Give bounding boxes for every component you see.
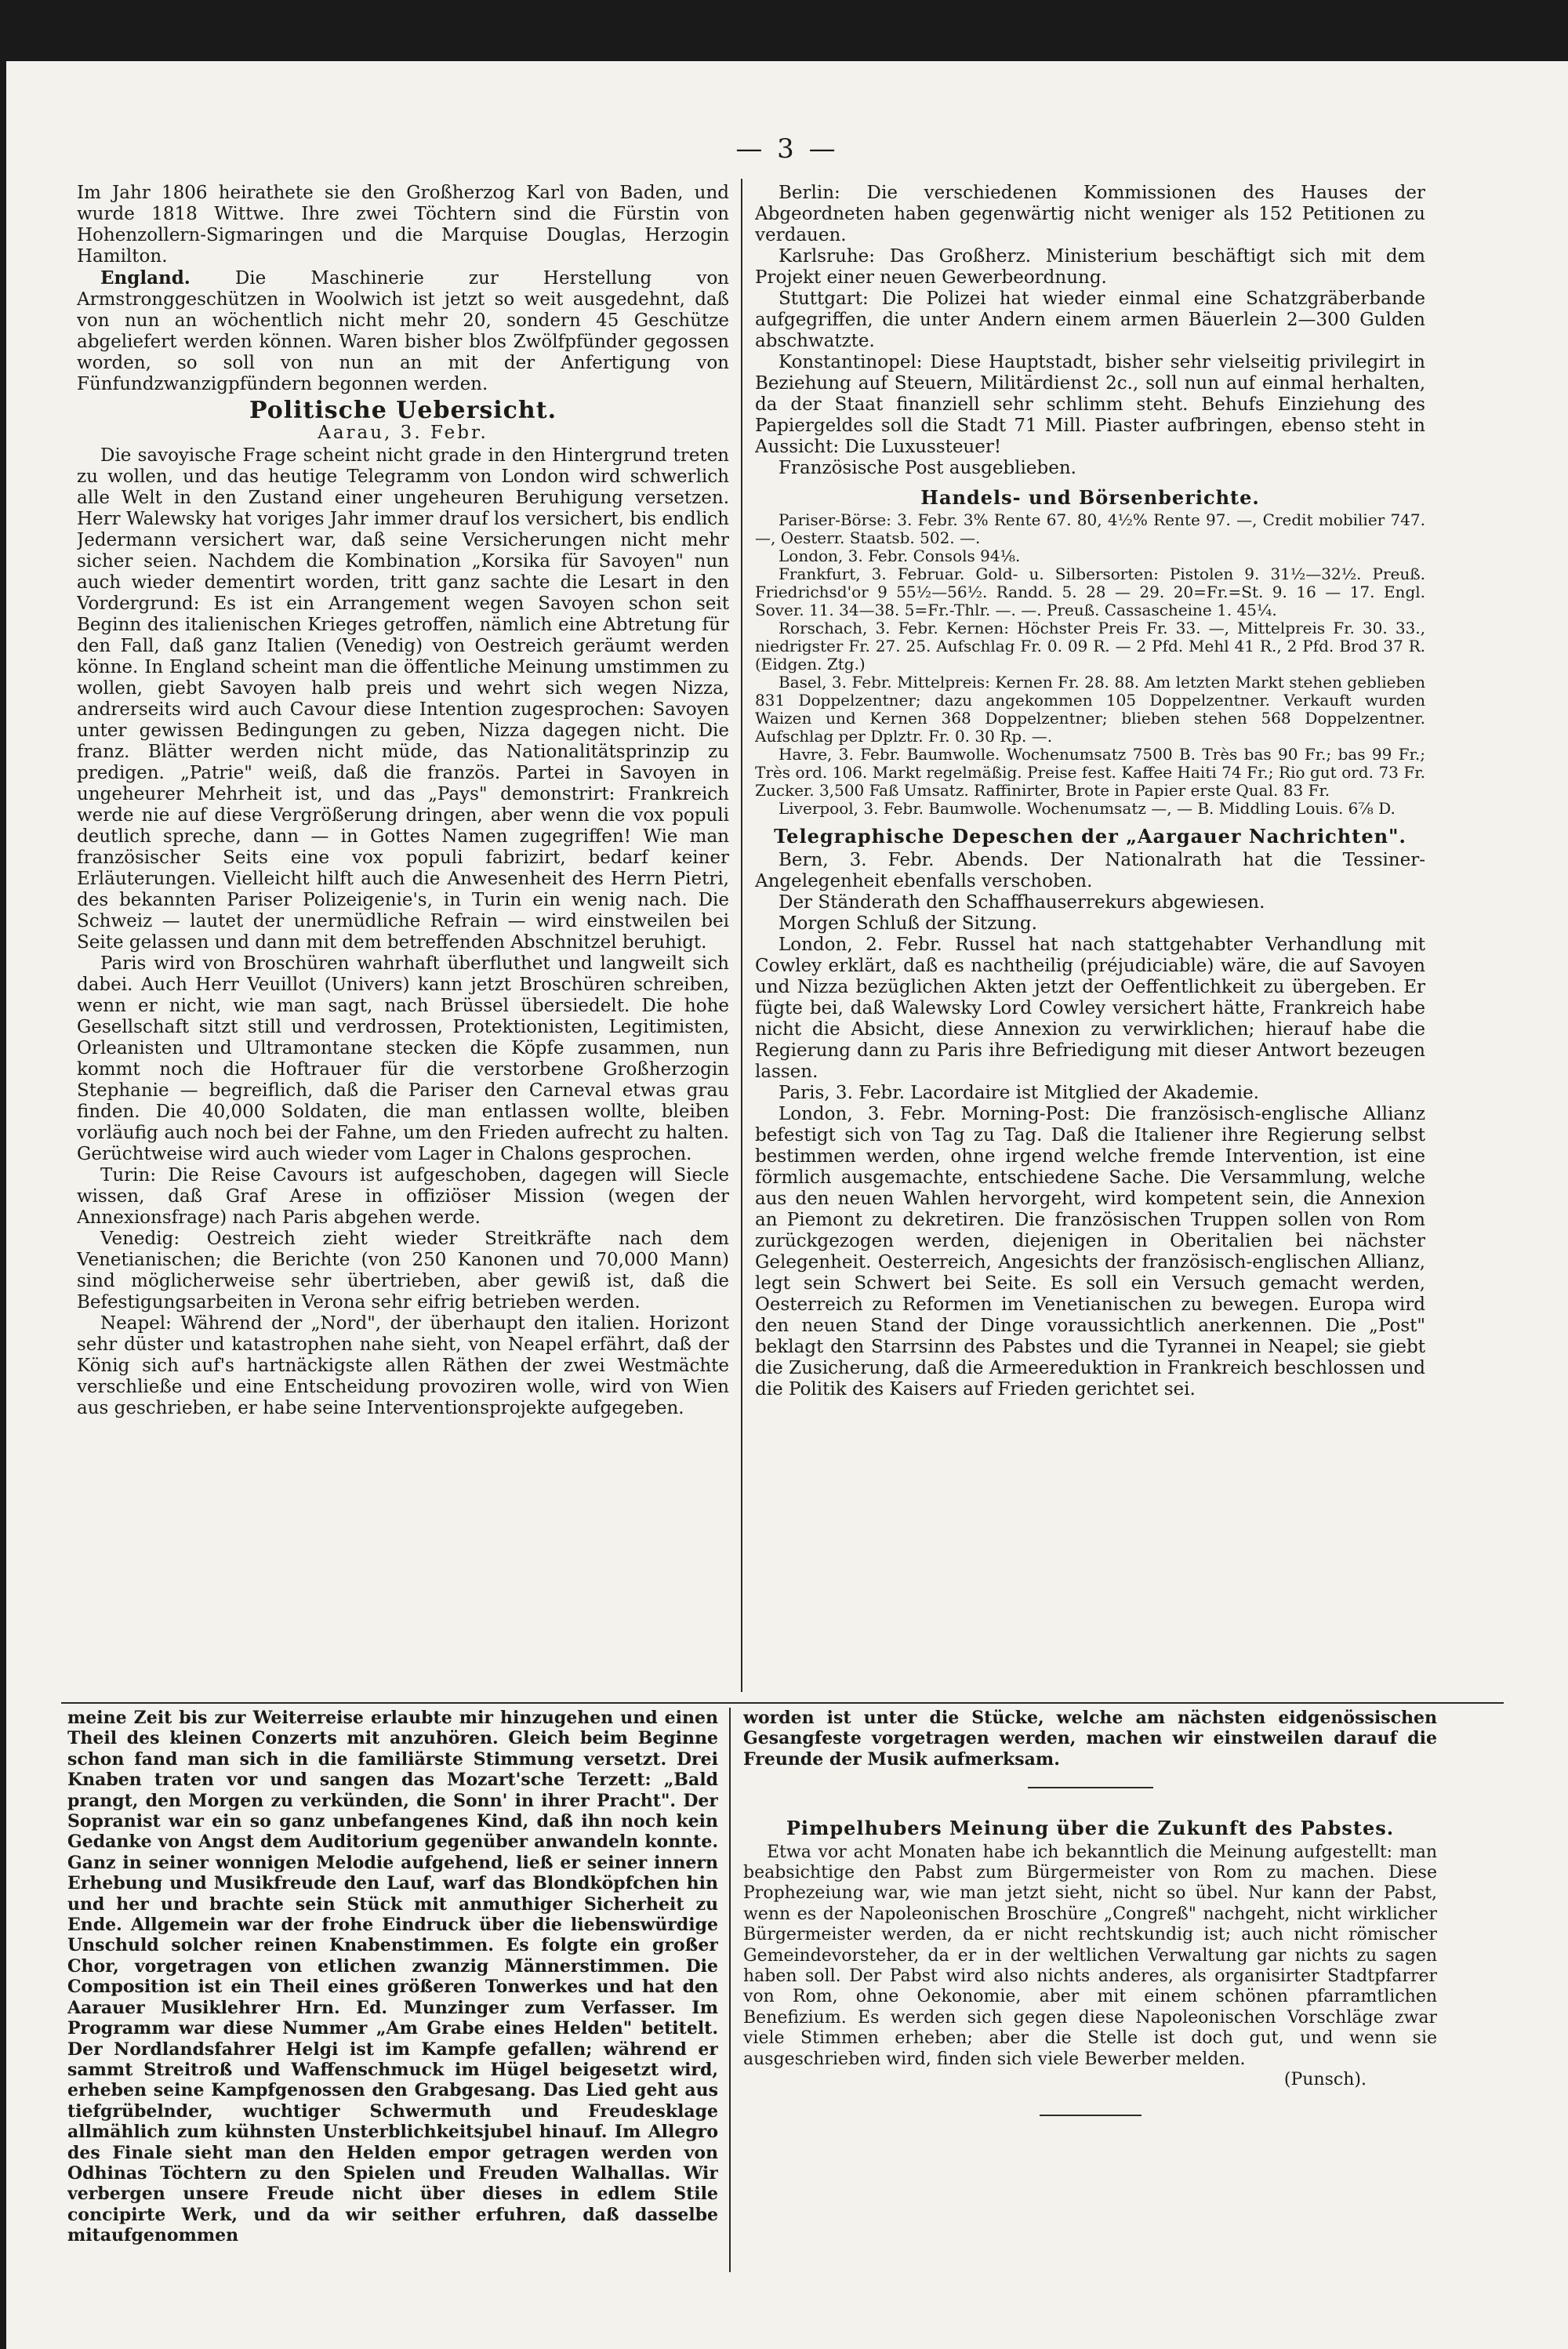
market-report: Rorschach, 3. Febr. Kernen: Höchster Preis Fr. 33. —, Mittelpreis Fr. 30. 33., niedrigster Fr. 27. 25. Aufschlag Fr. 0. 09 R. — 2 Pfd. Mehl 41 R., 2 Pfd. Brod 37 R. (Eidgen. Ztg.)	[755, 619, 1425, 673]
market-report: Liverpool, 3. Febr. Baumwolle. Wochenumsatz —, — B. Middling Louis. 6⅞ D.	[779, 799, 1396, 818]
market-report: Havre, 3. Febr. Baumwolle. Wochenumsatz 7500 B. Très bas 90 Fr.; bas 99 Fr.; Très ord. 106. Markt regelmäßig. Preise fest. Kaffee Haiti 74 Fr.; Rio gut ord. 73 Fr. Zucker. 3,500 Faß Umsatz. Raffinirter, Brote in Papier erste Qual. 83 Fr.	[755, 745, 1425, 800]
article-paragraph: Die savoyische Frage scheint nicht grade in den Hintergrund treten zu wollen, und das heutige Telegramm von London wird schwerlich alle Welt in den Zustand einer ungeheuren Beruhigung versetzen. Herr Walewsky hat voriges Jahr immer drauf los versichert, bis endlich Jedermann versichert war, daß seine Versicherungen nicht mehr sicher seien. Nachdem die Kombination „Korsika für Savoyen" nun auch wieder dementirt worden, tritt ganz sachte die Lesart in den Vordergrund: Es ist ein Arrangement wegen Savoyen schon seit Beginn des italienischen Krieges getroffen, nämlich eine Abtretung für den Fall, daß ganz Italien (Venedig) von Oestreich geräumt werden könne. In England scheint man die öffentliche Meinung umstimmen zu wollen, giebt Savoyen halb preis und wehrt sich wegen Nizza, andrerseits wird auch Cavour diese Intention zugesprochen: Savoyen unter gewissen Bedingungen zu geben, Nizza dagegen nicht. Die franz. Blätter werden nicht müde, das Nationalitätsprinzip zu predigen. „Patrie" weiß, daß die französ. Partei in Savoyen in ungeheurer Mehrheit ist, und das „Pays" demonstrirt: Frankreich werde nie auf diese Vergrößerung dringen, aber wenn die vox populi deutlich spreche, dann — in Gottes Namen zugegriffen! Wie man französischer Seits eine vox populi fabrizirt, bedarf keiner Erläuterungen. Vielleicht hilft auch die Anwesenheit des Herrn Pietri, des bekannten Pariser Polizeigenie's, in Turin ein wenig nach. Die Schweiz — lautet der unermüdliche Refrain — wird einstweilen bei Seite gelassen und dann mit dem betreffenden Abschnitzel beruhigt.	[77, 445, 729, 953]
news-item: Berlin: Die verschiedenen Kommissionen des Hauses der Abgeordneten haben gegenwärtig nicht weniger als 152 Petitionen zu verdauen.	[755, 183, 1425, 245]
news-item: Karlsruhe: Das Großherz. Ministerium beschäftigt sich mit dem Projekt einer neuen Gewerbeordnung.	[755, 246, 1425, 288]
telegram-item: Paris, 3. Febr. Lacordaire ist Mitglied der Akademie.	[779, 1083, 1259, 1103]
article-paragraph: Turin: Die Reise Cavours ist aufgeschoben, dagegen will Siecle wissen, daß Graf Arese in offiziöser Mission (wegen der Annexionsfrage) nach Paris abgehen werde.	[77, 1165, 729, 1228]
news-item: Französische Post ausgeblieben.	[779, 458, 1076, 478]
section-heading-telegrams: Telegraphische Depeschen der „Aargauer Nachrichten".	[774, 825, 1406, 848]
england-paragraph	[77, 267, 729, 395]
article-heading-pimpelhuber: Pimpelhubers Meinung über die Zukunft des Pabstes.	[786, 1817, 1395, 1840]
article-paragraph: Venedig: Oestreich zieht wieder Streitkräfte nach dem Venetianischen; die Berichte (von 250 Kanonen und 70,000 Mann) sind möglicherweise sehr übertrieben, aber gewiß ist, daß die Befestigungsarbeiten in Verona sehr eifrig betrieben werden.	[77, 1229, 729, 1312]
section-heading-political: Politische Uebersicht.	[249, 397, 557, 424]
article-paragraph: Im Jahr 1806 heirathete sie den Großherzog Karl von Baden, und wurde 1818 Wittwe. Ihre zwei Töchtern sind die Fürstin von Hohenzollern-Sigmaringen und die Marquise Douglas, Herzogin Hamilton.	[77, 183, 729, 267]
dateline: Aarau, 3. Febr.	[318, 423, 488, 443]
section-divider	[61, 1702, 1504, 1704]
news-item: Stuttgart: Die Polizei hat wieder einmal eine Schatzgräberbande aufgegriffen, die unter Andern einem armen Bäuerlein 2—300 Gulden abschwatzte.	[755, 289, 1425, 351]
telegram-item: London, 2. Febr. Russel hat nach stattgehabter Verhandlung mit Cowley erklärt, daß es nachtheilig (préjudiciable) wäre, die auf Savoyen und Nizza bezüglichen Akten jetzt der Oeffentlichkeit zu übergeben. Er fügte bei, daß Walewsky Lord Cowley versichert hätte, Frankreich habe nicht die Absicht, diese Annexion zu verwirklichen; hierauf habe die Regierung dann zu Paris ihre Befriedigung mit dieser Antwort bezeugen lassen.	[755, 935, 1425, 1082]
right-column-top	[755, 183, 1425, 1694]
market-report: London, 3. Febr. Consols 94⅛.	[779, 546, 1021, 565]
short-rule	[1028, 1787, 1153, 1788]
telegram-item: London, 3. Febr. Morning-Post: Die französisch-englische Allianz befestigt sich von Tag zu Tag. Daß die Italiener ihre Regierung selbst bestimmen werden, ohne irgend welche fremde Intervention, ist eine förmlich ausgemachte, entschiedene Sache. Die Versammlung, welche aus den neuen Wahlen hervorgeht, wird kompetent sein, die Annexion an Piemont zu dekretiren. Die französischen Truppen sollen von Rom zurückgezogen werden, diejenigen in Oberitalien bei nächster Gelegenheit. Oesterreich, Angesichts der französisch-englischen Allianz, legt sein Schwert bei Seite. Es soll ein Versuch gemacht werden, Oesterreich zu Reformen im Venetianischen zu bewegen. Europa wird den neuen Stand der Dinge voraussichtlich anerkennen. Die „Post" beklagt den Starrsinn des Pabstes und die Tyrannei in Neapel; sie giebt die Zusicherung, daß die Armeereduktion in Frankreich beschlossen und die Politik des Kaisers auf Frieden gerichtet sei.	[755, 1104, 1425, 1400]
left-column-bottom	[67, 1708, 718, 2288]
market-report: Basel, 3. Febr. Mittelpreis: Kernen Fr. 28. 88. Am letzten Markt stehen geblieben 831 Doppelzentner; dazu angekommen 105 Doppelzentner. Verkauft wurden Waizen und Kernen 368 Doppelzentner; blieben stehen 568 Doppelzentner. Aufschlag per Dplztr. Fr. 0. 30 Rp. —.	[755, 673, 1425, 746]
article-paragraph: Etwa vor acht Monaten habe ich bekanntlich die Meinung aufgestellt: man beabsichtige den Pabst zum Bürgermeister von Rom zu machen. Diese Prophezeiung war, wie man jetzt sieht, nicht so übel. Nur kann der Pabst, wenn es der Napoleonischen Broschüre „Congreß" nachgeht, nicht wirklicher Bürgermeister werden, da er nicht rechtskundig ist; auch nicht römischer Gemeindevorsteher, da er in der weltlichen Verwaltung gar nichts zu sagen haben soll. Der Pabst wird also nichts anderes, als organisirter Stadtpfarrer von Rom, ohne Oekonomie, aber mit einem schönen pfarramtlichen Benefizium. Es werden sich gegen diese Napoleonischen Vorschläge zwar viele Stimmen erheben; aber die Stelle ist doch gut, und wenn sie ausgeschrieben wird, finden sich viele Bewerber melden.	[743, 1842, 1437, 2069]
feuilleton-continuation: worden ist unter die Stücke, welche am nächsten eidgenössischen Gesangfeste vorgetragen werden, machen wir einstweilen darauf die Freunde der Musik aufmerksam.	[743, 1708, 1437, 1770]
feuilleton-text: meine Zeit bis zur Weiterreise erlaubte mir hinzugehen und einen Theil des kleinen Conzerts mit anzuhören. Gleich beim Beginne schon fand man sich in die familiärste Stimmung versetzt. Drei Knaben traten vor und sangen das Mozart'sche Terzett: „Bald prangt, den Morgen zu verkünden, die Sonn' in ihrer Pracht". Der Sopranist war ein so ganz unbefangenes Kind, daß ihn noch kein Gedanke von Angst dem Auditorium gegenüber anwandeln konnte. Ganz in seiner wonnigen Melodie aufgehend, ließ er seiner innern Erhebung und Musikfreude den Lauf, warf das Blondköpfchen hin und her und brachte sein Stück mit anmuthiger Sicherheit zu Ende. Allgemein war der frohe Eindruck über die liebenswürdige Unschuld solcher reinen Knabenstimmen. Es folgte ein großer Chor, vorgetragen von etlichen zwanzig Männerstimmen. Die Composition ist ein Theil eines größeren Tonwerkes und hat den Aarauer Musiklehrer Hrn. Ed. Munzinger zum Verfasser. Im Programm war diese Nummer „Am Grabe eines Helden" betitelt. Der Nordlandsfahrer Helgi ist im Kampfe gefallen; während er sammt Streitroß und Waffenschmuck im Hügel beigesetzt wird, erheben seine Kampfgenossen den Grabgesang. Das Lied geht aus tiefgrübelnder, wuchtiger Schwermuth und Freudesklage allmählich zum kühnsten Unsterblichkeitsjubel hinauf. Im Allegro des Finale sieht man den Helden empor getragen werden von Odhinas Töchtern zu den Spielen und Freuden Walhallas. Wir verbergen unsere Freude nicht über dieses in edlem Stile concipirte Werk, und da wir seither erfuhren, daß dasselbe mitaufgenommen	[67, 1708, 718, 2246]
market-report: Frankfurt, 3. Februar. Gold- u. Silbersorten: Pistolen 9. 31½—32½. Preuß. Friedrichsd'or 9 55½—56½. Randd. 5. 28 — 29. 20=Fr.=St. 9. 16 — 17. Engl. Sover. 11. 34—38. 5=Fr.-Thlr. —. —. Preuß. Cassascheine 1. 45¼.	[755, 565, 1425, 619]
newspaper-page	[6, 61, 1568, 2349]
section-heading-markets: Handels- und Börsenberichte.	[920, 486, 1260, 509]
telegram-item: Morgen Schluß der Sitzung.	[779, 913, 1037, 934]
left-column-top	[77, 183, 729, 1694]
market-report: Pariser-Börse: 3. Febr. 3% Rente 67. 80, 4½% Rente 97. —, Credit mobilier 747. —, Oesterr. Staatsb. 502. —.	[755, 510, 1425, 547]
article-paragraph: Neapel: Während der „Nord", der überhaupt den italien. Horizont sehr düster und katastrophen nahe sieht, von Neapel erfährt, daß der König sich auf's hartnäckigste allen Räthen der zwei Westmächte verschließe und eine Entscheidung provoziren wolle, wird von Wien aus geschrieben, er habe seine Interventionsprojekte aufgegeben.	[77, 1313, 729, 1418]
signature: (Punsch).	[1283, 2070, 1367, 2090]
column-divider-bottom	[729, 1708, 731, 2272]
england-label: England.	[100, 267, 191, 289]
telegram-item: Bern, 3. Febr. Abends. Der Nationalrath hat die Tessiner-Angelegenheit ebenfalls verschoben.	[755, 850, 1425, 891]
news-item: Konstantinopel: Diese Hauptstadt, bisher sehr vielseitig privilegirt in Beziehung auf Steuern, Militärdienst 2c., soll nun auf einmal herhalten, da der Staat finanziell sehr schlimm steht. Behufs Einziehung des Papiergeldes soll die Stadt 71 Mill. Piaster aufbringen, ebenso steht in Aussicht: Die Luxussteuer!	[755, 352, 1425, 457]
page-number: — 3 —	[735, 133, 839, 165]
short-rule	[1040, 2115, 1142, 2116]
column-divider-top	[741, 179, 742, 1692]
right-column-bottom	[743, 1708, 1437, 2288]
article-paragraph: Paris wird von Broschüren wahrhaft überfluthet und langweilt sich dabei. Auch Herr Veuillot (Univers) kann jetzt Broschüren schreiben, wenn er nicht, wie man sagt, nach Brüssel übersiedelt. Die hohe Gesellschaft sitzt still und verdrossen, Protektionisten, Legitimisten, Orleanisten und Ultramontane stecken die Köpfe zusammen, nun kommt noch die Hoftrauer für die verstorbene Großherzogin Stephanie — begreiflich, daß die Pariser den Carneval etwas grau finden. Die 40,000 Soldaten, die man entlassen wollte, bleiben vorläufig auch noch bei der Fahne, um den Frieden aufrecht zu halten. Gerüchtweise wird auch wieder vom Lager in Chalons gesprochen.	[77, 953, 729, 1164]
england-text: Die Maschinerie zur Herstellung von Armstronggeschützen in Woolwich ist jetzt so weit ausgedehnt, daß von nun an wöchentlich nicht mehr 20, sondern 45 Geschütze abgeliefert werden können. Waren bisher blos Zwölfpfünder gegossen worden, so soll von nun an mit der Anfertigung von Fünfundzwanzigpfündern begonnen werden.	[77, 268, 729, 394]
telegram-item: Der Ständerath den Schaffhauserrekurs abgewiesen.	[779, 892, 1265, 913]
